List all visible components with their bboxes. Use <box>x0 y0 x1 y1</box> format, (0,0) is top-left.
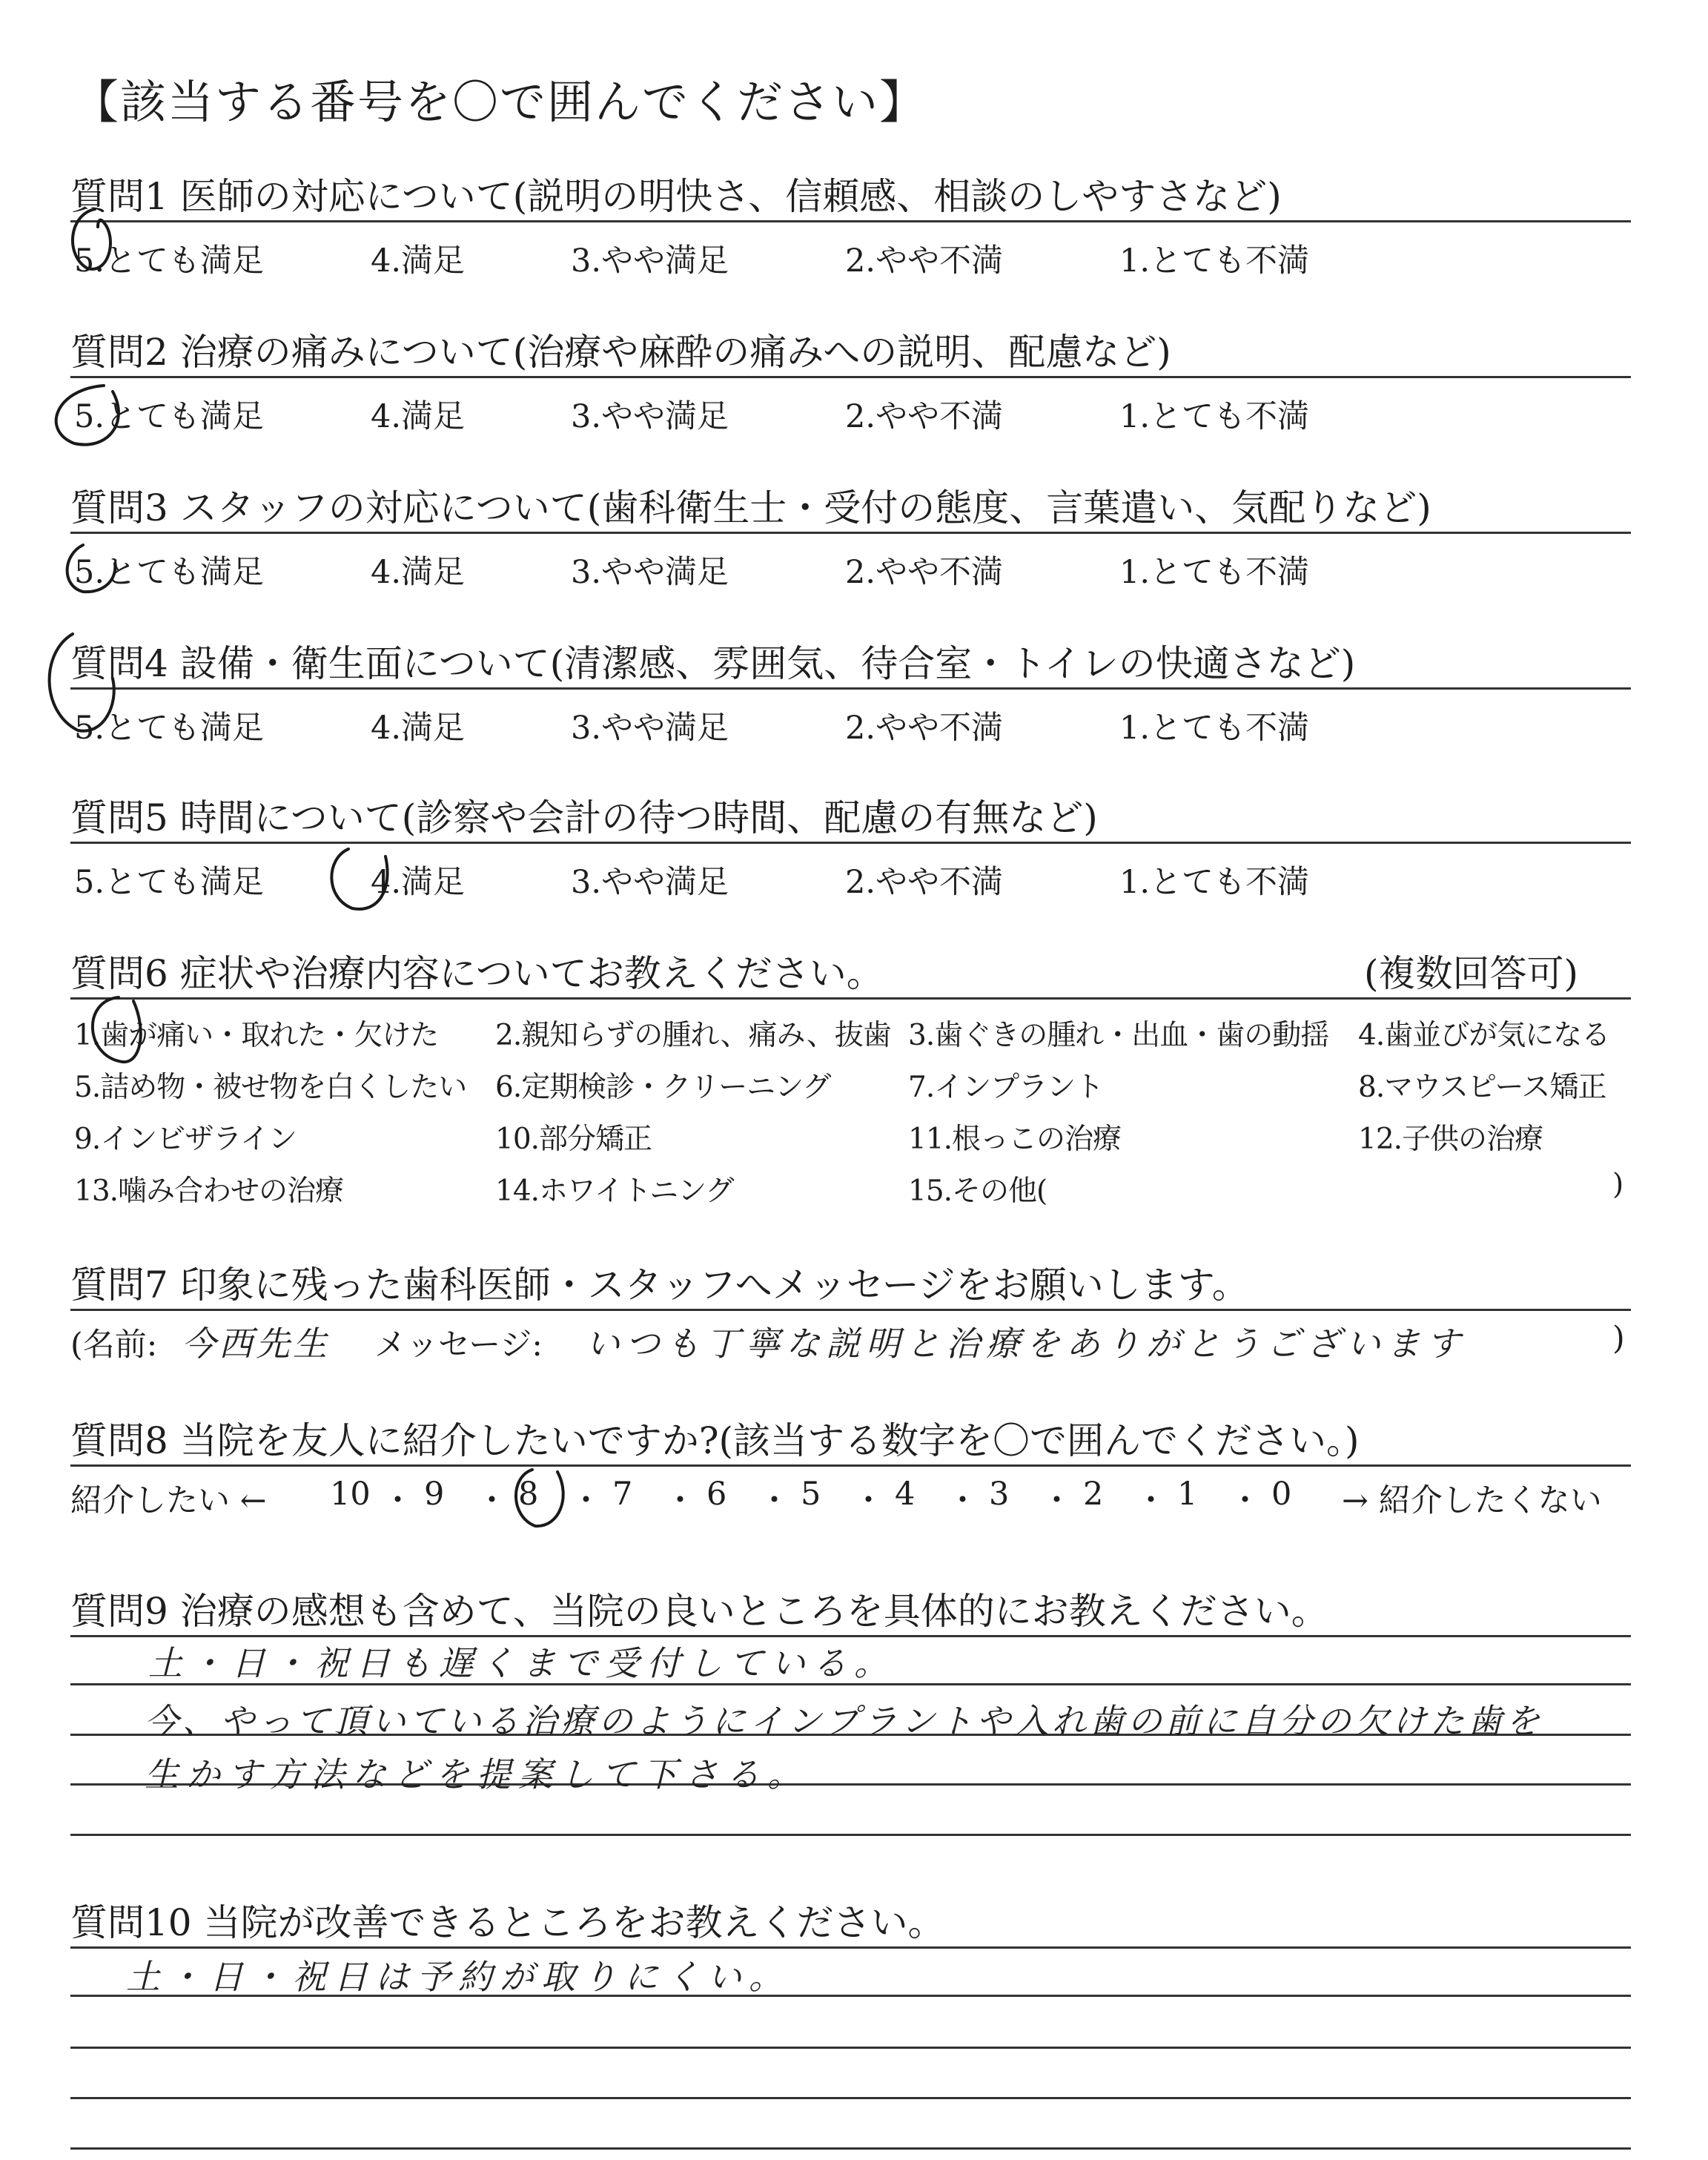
q8-scale-2[interactable]: 2 <box>1083 1476 1104 1513</box>
question-8-label: 質問8 当院を友人に紹介したいですか?(該当する数字を〇で囲んでください。) <box>70 1419 1360 1462</box>
q6-option-14[interactable]: 14.ホワイトニング <box>495 1175 734 1208</box>
q6-option-12[interactable]: 12.子供の治療 <box>1358 1123 1543 1156</box>
question-4-label: 質問4 設備・衛生面について(清潔感、雰囲気、待合室・トイレの快適さなど) <box>70 642 1356 685</box>
q4-option-2[interactable]: 2.やや不満 <box>845 710 1004 747</box>
question-9-label: 質問9 治療の感想も含めて、当院の良いところを具体的にお教えください。 <box>70 1590 1328 1633</box>
q8-scale-3[interactable]: 3 <box>989 1476 1010 1513</box>
q5-option-1[interactable]: 1.とても不満 <box>1119 864 1310 901</box>
circle-mark-q6 <box>93 997 141 1062</box>
circle-mark-q1 <box>73 209 110 269</box>
q6-option-15-close: ) <box>1612 1168 1623 1201</box>
q8-scale-separator: ・ <box>1041 1482 1073 1519</box>
question-5-label: 質問5 時間について(診察や会計の待つ時間、配慮の有無など) <box>70 796 1098 839</box>
q1-option-5[interactable]: 5.とても満足 <box>74 242 265 280</box>
q6-option-10[interactable]: 10.部分矯正 <box>495 1123 652 1156</box>
q8-scale-separator: ・ <box>853 1482 884 1519</box>
question-7-label: 質問7 印象に残った歯科医師・スタッフへメッセージをお願いします。 <box>70 1264 1249 1307</box>
q6-option-5[interactable]: 5.詰め物・被せ物を白くしたい <box>74 1071 467 1104</box>
q4-option-3[interactable]: 3.やや満足 <box>571 710 729 747</box>
q8-right-label: → 紹介したくない <box>1342 1482 1602 1519</box>
circle-mark-q2 <box>56 386 119 445</box>
q8-scale-9[interactable]: 9 <box>424 1476 445 1513</box>
circle-mark-q5 <box>331 849 387 909</box>
circle-mark-q3 <box>67 545 116 592</box>
q2-option-4[interactable]: 4.満足 <box>371 398 466 435</box>
q6-option-7[interactable]: 7.インプラント <box>908 1071 1104 1104</box>
q6-option-9[interactable]: 9.インビザライン <box>74 1123 297 1156</box>
q2-option-1[interactable]: 1.とても不満 <box>1119 398 1310 435</box>
q7-message-label: メッセージ: <box>374 1327 543 1364</box>
question-2-label: 質問2 治療の痛みについて(治療や麻酔の痛みへの説明、配慮など) <box>70 331 1171 374</box>
q1-option-3[interactable]: 3.やや満足 <box>571 242 729 280</box>
q8-scale-1[interactable]: 1 <box>1177 1476 1198 1513</box>
q8-scale-6[interactable]: 6 <box>706 1476 727 1513</box>
q2-option-3[interactable]: 3.やや満足 <box>571 398 729 435</box>
q3-option-2[interactable]: 2.やや不満 <box>845 554 1004 591</box>
q5-option-5[interactable]: 5.とても満足 <box>74 864 265 901</box>
q2-option-2[interactable]: 2.やや不満 <box>845 398 1004 435</box>
q1-option-1[interactable]: 1.とても不満 <box>1119 242 1310 280</box>
q1-option-4[interactable]: 4.満足 <box>371 242 466 280</box>
q6-option-11[interactable]: 11.根っこの治療 <box>908 1123 1122 1156</box>
q3-option-4[interactable]: 4.満足 <box>371 554 466 591</box>
question-6-note: (複数回答可) <box>1364 952 1579 995</box>
q8-scale-separator: ・ <box>1135 1482 1167 1519</box>
q6-option-1[interactable]: 1.歯が痛い・取れた・欠けた <box>74 1019 439 1052</box>
q1-option-2[interactable]: 2.やや不満 <box>845 242 1004 280</box>
question-10-label: 質問10 当院が改善できるところをお教えください。 <box>70 1901 945 1944</box>
q3-option-1[interactable]: 1.とても不満 <box>1119 554 1310 591</box>
q8-scale-7[interactable]: 7 <box>612 1476 633 1513</box>
q6-option-3[interactable]: 3.歯ぐきの腫れ・出血・歯の動揺 <box>908 1019 1329 1052</box>
question-1-label: 質問1 医師の対応について(説明の明快さ、信頼感、相談のしやすさなど) <box>70 175 1282 218</box>
q8-scale-5[interactable]: 5 <box>801 1476 821 1513</box>
question-3-label: 質問3 スタッフの対応について(歯科衛生士・受付の態度、言葉遣い、気配りなど) <box>70 486 1431 529</box>
q5-option-4[interactable]: 4.満足 <box>371 864 466 901</box>
q8-left-label: 紹介したい ← <box>70 1482 267 1519</box>
q5-option-3[interactable]: 3.やや満足 <box>571 864 729 901</box>
q3-option-3[interactable]: 3.やや満足 <box>571 554 729 591</box>
q4-option-4[interactable]: 4.満足 <box>371 710 466 747</box>
q10-answer-line-1[interactable]: 土・日・祝日は予約が取りにくい。 <box>126 1957 790 1997</box>
q6-option-4[interactable]: 4.歯並びが気になる <box>1358 1019 1610 1052</box>
q6-option-13[interactable]: 13.噛み合わせの治療 <box>74 1175 344 1208</box>
q8-scale-10[interactable]: 10 <box>330 1476 371 1513</box>
q8-scale-0[interactable]: 0 <box>1271 1476 1292 1513</box>
q8-scale-separator: ・ <box>1229 1482 1261 1519</box>
question-6-label: 質問6 症状や治療内容についてお教えください。 <box>70 952 884 995</box>
page-title: 【該当する番号を〇で囲んでください】 <box>73 75 927 129</box>
q7-name-label: (名前: <box>70 1327 158 1364</box>
q3-option-5[interactable]: 5.とても満足 <box>74 554 265 591</box>
q6-option-2[interactable]: 2.親知らずの腫れ、痛み、抜歯 <box>495 1019 891 1052</box>
q2-option-5[interactable]: 5.とても満足 <box>74 398 265 435</box>
circle-mark-q8 <box>516 1470 563 1526</box>
q7-message-value[interactable]: いつも丁寧な説明と治療をありがとうございます <box>586 1324 1466 1364</box>
q7-name-value[interactable]: 今西先生 <box>182 1324 330 1364</box>
q8-scale-separator: ・ <box>570 1482 602 1519</box>
q8-scale-separator: ・ <box>476 1482 508 1519</box>
q6-option-6[interactable]: 6.定期検診・クリーニング <box>495 1071 831 1104</box>
q8-scale-separator: ・ <box>664 1482 696 1519</box>
q9-answer-line-3[interactable]: 生かす方法などを提案して下さる。 <box>145 1754 809 1794</box>
q9-answer-line-1[interactable]: 土・日・祝日も遅くまで受付している。 <box>148 1643 896 1683</box>
q5-option-2[interactable]: 2.やや不満 <box>845 864 1004 901</box>
q7-close-paren: ) <box>1612 1320 1625 1357</box>
q8-scale-separator: ・ <box>947 1482 979 1519</box>
circle-mark-q4 <box>50 634 114 731</box>
q8-scale-separator: ・ <box>758 1482 790 1519</box>
q4-option-5[interactable]: 5.とても満足 <box>74 710 265 747</box>
q4-option-1[interactable]: 1.とても不満 <box>1119 710 1310 747</box>
q8-scale-8[interactable]: 8 <box>518 1476 539 1513</box>
q6-option-15[interactable]: 15.その他( <box>908 1175 1047 1208</box>
q8-scale-4[interactable]: 4 <box>895 1476 916 1513</box>
q9-answer-line-2[interactable]: 今、やって頂いている治療のようにインプラントや入れ歯の前に自分の欠けた歯を <box>145 1701 1543 1741</box>
q6-option-8[interactable]: 8.マウスピース矯正 <box>1358 1071 1606 1104</box>
q8-scale-separator: ・ <box>382 1482 414 1519</box>
